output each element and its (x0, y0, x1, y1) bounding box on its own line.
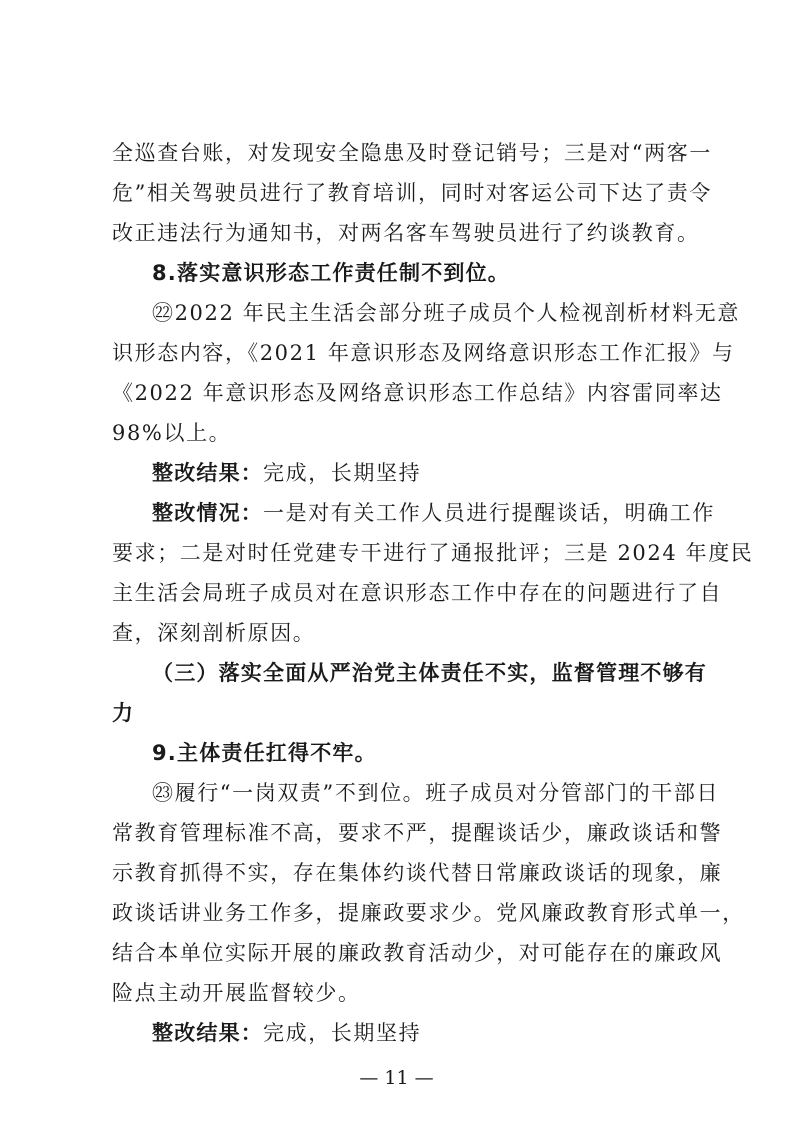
rectification-situation (152, 498, 715, 528)
rectification-result-label: 整改结果： (152, 461, 263, 485)
rectification-result-value: 完成，长期坚持 (263, 1021, 422, 1045)
section-heading-9: 9.主体责任扛得不牢。 (152, 741, 377, 765)
issue-22-text: ㉒2022 年民主生活会部分班子成员个人检视剖析材料无意 (152, 301, 740, 325)
body-text-line: 改正违法行为通知书，对两名客车驾驶员进行了约谈教育。 (112, 221, 700, 245)
rectification-result-value: 完成，长期坚持 (263, 461, 422, 485)
section-heading-3: （三）落实全面从严治党主体责任不实，监督管理不够有 (152, 661, 707, 685)
rectification-situation-text: 主生活会局班子成员对在意识形态工作中存在的问题进行了自 (112, 581, 723, 605)
body-text-line: 全巡查台账，对发现安全隐患及时登记销号；三是对“两客一 (112, 141, 712, 165)
issue-22-text: 《2022 年意识形态及网络意识形态工作总结》内容雷同率达 (112, 381, 723, 405)
rectification-situation-text: 一是对有关工作人员进行提醒谈话，明确工作 (263, 501, 715, 525)
rectification-situation-label: 整改情况： (152, 501, 263, 525)
issue-23-text: 结合本单位实际开展的廉政教育活动少，对可能存在的廉政风 (112, 941, 723, 965)
section-heading-3: 力 (112, 701, 135, 725)
issue-23-text: 示教育抓得不实，存在集体约谈代替日常廉政谈话的现象，廉 (112, 861, 723, 885)
issue-22-text: 98%以上。 (112, 421, 232, 445)
issue-23-text: 政谈话讲业务工作多，提廉政要求少。党风廉政教育形式单一， (112, 901, 745, 925)
rectification-result (152, 458, 692, 488)
rectification-situation-text: 要求；二是对时任党建专干进行了通报批评；三是 2024 年度民 (112, 541, 754, 565)
rectification-situation-text: 查，深刻剖析原因。 (112, 621, 316, 645)
issue-23-text: 险点主动开展监督较少。 (112, 981, 361, 1005)
rectification-result (152, 1018, 692, 1048)
body-text-line: 危”相关驾驶员进行了教育培训，同时对客运公司下达了责令 (112, 181, 712, 205)
section-heading-8: 8.落实意识形态工作责任制不到位。 (152, 261, 510, 285)
issue-23-text: ㉓履行“一岗双责”不到位。班子成员对分管部门的干部日 (152, 781, 720, 805)
page-number: — 11 — (359, 1067, 434, 1089)
issue-23-text: 常教育管理标准不高，要求不严，提醒谈话少，廉政谈话和警 (112, 821, 723, 845)
issue-22-text: 识形态内容，《2021 年意识形态及网络意识形态工作汇报》与 (112, 341, 735, 365)
rectification-result-label: 整改结果： (152, 1021, 263, 1045)
